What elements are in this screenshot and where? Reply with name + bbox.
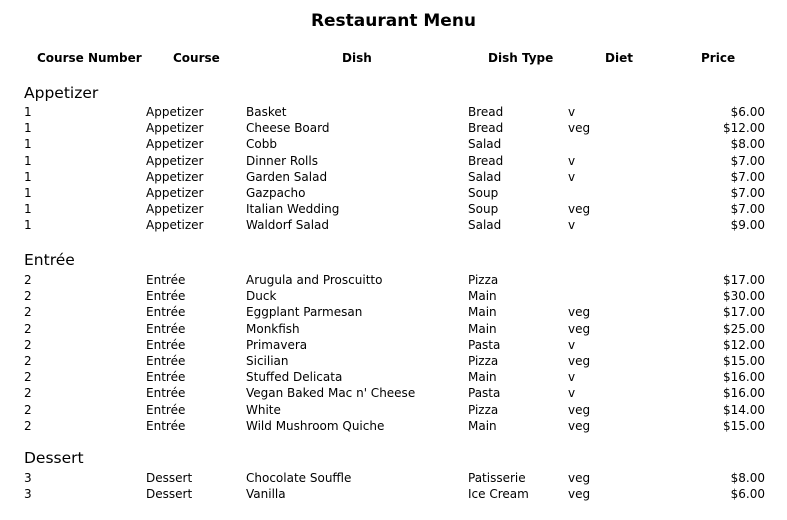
- table-row: [0, 402, 787, 418]
- cell-diet: v: [568, 169, 576, 184]
- table-row: [0, 369, 787, 385]
- cell-course-number: 1: [24, 153, 32, 168]
- cell-price: $17.00: [723, 273, 765, 287]
- cell-dish-type: Main: [468, 321, 497, 336]
- cell-dish: Duck: [246, 289, 277, 304]
- cell-course-number: 1: [24, 218, 32, 233]
- cell-dish: Dinner Rolls: [246, 153, 318, 168]
- table-row: [0, 169, 787, 185]
- cell-diet: veg: [568, 354, 591, 368]
- cell-course: Appetizer: [146, 186, 204, 200]
- cell-price: $8.00: [730, 471, 765, 485]
- table-row: [0, 304, 787, 320]
- cell-diet: v: [568, 386, 576, 401]
- cell-price: $12.00: [723, 121, 765, 136]
- cell-dish: Vegan Baked Mac n' Cheese: [246, 386, 416, 401]
- cell-price: $14.00: [723, 402, 765, 417]
- table-row: [0, 353, 787, 369]
- table-row: [0, 120, 787, 136]
- cell-course-number: 1: [24, 169, 32, 184]
- cell-course: Entrée: [146, 402, 186, 417]
- cell-course: Entrée: [146, 337, 186, 352]
- table-row: [0, 486, 787, 502]
- cell-dish: Vanilla: [246, 487, 286, 502]
- cell-course: Appetizer: [146, 137, 204, 152]
- cell-dish: Sicilian: [246, 354, 289, 368]
- cell-dish-type: Patisserie: [468, 471, 526, 485]
- table-row: [0, 288, 787, 304]
- table-row: [0, 136, 787, 152]
- cell-dish: Italian Wedding: [246, 202, 340, 217]
- cell-price: $16.00: [723, 370, 765, 385]
- cell-diet: veg: [568, 202, 591, 217]
- cell-diet: veg: [568, 402, 591, 417]
- cell-dish: Eggplant Parmesan: [246, 305, 363, 320]
- cell-dish: Primavera: [246, 337, 308, 352]
- cell-price: $8.00: [730, 137, 765, 152]
- cell-dish-type: Salad: [468, 218, 502, 233]
- cell-course: Entrée: [146, 418, 186, 433]
- cell-diet: v: [568, 218, 576, 233]
- cell-dish-type: Main: [468, 289, 497, 304]
- cell-dish-type: Pasta: [468, 337, 501, 352]
- cell-course-number: 2: [24, 321, 32, 336]
- table-row: [0, 217, 787, 233]
- cell-dish-type: Pizza: [468, 273, 499, 287]
- cell-course: Entrée: [146, 273, 186, 287]
- cell-dish: Stuffed Delicata: [246, 370, 343, 385]
- cell-course-number: 2: [24, 370, 32, 385]
- cell-dish: Gazpacho: [246, 186, 306, 200]
- cell-price: $12.00: [723, 337, 765, 352]
- cell-course: Appetizer: [146, 169, 204, 184]
- table-row: [0, 201, 787, 217]
- table-row: [0, 321, 787, 337]
- cell-dish-type: Soup: [468, 186, 499, 200]
- cell-price: $25.00: [723, 321, 765, 336]
- cell-dish-type: Bread: [468, 105, 504, 119]
- cell-dish-type: Salad: [468, 137, 502, 152]
- cell-dish: Basket: [246, 105, 287, 119]
- cell-dish: Waldorf Salad: [246, 218, 329, 233]
- cell-price: $7.00: [730, 186, 765, 200]
- cell-course-number: 2: [24, 289, 32, 304]
- cell-price: $6.00: [730, 487, 765, 502]
- cell-course: Entrée: [146, 305, 186, 320]
- column-header-row: [0, 51, 787, 67]
- cell-price: $6.00: [730, 105, 765, 119]
- cell-course: Dessert: [146, 471, 193, 485]
- cell-dish: Wild Mushroom Quiche: [246, 418, 385, 433]
- cell-course-number: 2: [24, 418, 32, 433]
- cell-dish-type: Pasta: [468, 386, 501, 401]
- cell-course: Dessert: [146, 487, 193, 502]
- cell-price: $16.00: [723, 386, 765, 401]
- cell-price: $7.00: [730, 169, 765, 184]
- cell-diet: veg: [568, 471, 591, 485]
- cell-course-number: 3: [24, 487, 32, 502]
- cell-course: Appetizer: [146, 121, 204, 136]
- cell-course-number: 2: [24, 337, 32, 352]
- cell-course-number: 1: [24, 186, 32, 200]
- cell-course: Appetizer: [146, 218, 204, 233]
- cell-course: Appetizer: [146, 202, 204, 217]
- cell-price: $15.00: [723, 418, 765, 433]
- cell-dish-type: Salad: [468, 169, 502, 184]
- header-dish: Dish: [342, 51, 372, 65]
- table-row: [0, 185, 787, 201]
- cell-dish-type: Soup: [468, 202, 499, 217]
- cell-dish-type: Main: [468, 370, 497, 385]
- table-row: [0, 385, 787, 401]
- cell-dish: Cheese Board: [246, 121, 330, 136]
- cell-dish-type: Pizza: [468, 402, 499, 417]
- cell-price: $7.00: [730, 153, 765, 168]
- cell-price: $7.00: [730, 202, 765, 217]
- cell-course-number: 1: [24, 137, 32, 152]
- cell-course-number: 2: [24, 354, 32, 368]
- cell-course-number: 2: [24, 386, 32, 401]
- cell-course: Entrée: [146, 354, 186, 368]
- cell-course-number: 1: [24, 202, 32, 217]
- cell-course-number: 2: [24, 402, 32, 417]
- cell-course-number: 1: [24, 105, 32, 119]
- cell-diet: veg: [568, 121, 591, 136]
- cell-course: Entrée: [146, 386, 186, 401]
- cell-dish-type: Main: [468, 305, 497, 320]
- header-diet: Diet: [605, 51, 633, 65]
- table-row: [0, 153, 787, 169]
- cell-dish-type: Pizza: [468, 354, 499, 368]
- cell-course: Entrée: [146, 370, 186, 385]
- table-row: [0, 470, 787, 486]
- cell-price: $17.00: [723, 305, 765, 320]
- cell-course-number: 2: [24, 305, 32, 320]
- cell-dish-type: Bread: [468, 121, 504, 136]
- cell-dish-type: Main: [468, 418, 497, 433]
- cell-dish: Arugula and Proscuitto: [246, 273, 383, 287]
- section-title: Dessert: [24, 449, 84, 467]
- cell-dish: Monkfish: [246, 321, 300, 336]
- table-row: [0, 272, 787, 288]
- cell-diet: v: [568, 337, 576, 352]
- cell-price: $9.00: [730, 218, 765, 233]
- cell-dish: Cobb: [246, 137, 277, 152]
- page-title: Restaurant Menu: [310, 11, 477, 31]
- section-title: Appetizer: [24, 84, 99, 102]
- header-dish-type: Dish Type: [488, 51, 554, 65]
- cell-diet: v: [568, 153, 576, 168]
- cell-course-number: 3: [24, 471, 32, 485]
- cell-price: $15.00: [723, 354, 765, 368]
- cell-course: Entrée: [146, 321, 186, 336]
- cell-diet: v: [568, 370, 576, 385]
- cell-dish: Garden Salad: [246, 169, 328, 184]
- cell-dish-type: Ice Cream: [468, 487, 529, 502]
- cell-course-number: 2: [24, 273, 32, 287]
- cell-price: $30.00: [723, 289, 765, 304]
- table-row: [0, 418, 787, 434]
- cell-course: Appetizer: [146, 105, 204, 119]
- cell-course: Appetizer: [146, 153, 204, 168]
- cell-dish-type: Bread: [468, 153, 504, 168]
- cell-diet: veg: [568, 418, 591, 433]
- header-course-number: Course Number: [37, 51, 142, 65]
- cell-course: Entrée: [146, 289, 186, 304]
- table-row: [0, 104, 787, 120]
- cell-course-number: 1: [24, 121, 32, 136]
- cell-diet: veg: [568, 321, 591, 336]
- section-title: Entrée: [24, 251, 75, 269]
- cell-diet: veg: [568, 487, 591, 502]
- cell-diet: v: [568, 105, 576, 119]
- header-course: Course: [173, 51, 220, 65]
- cell-diet: veg: [568, 305, 591, 320]
- header-price: Price: [701, 51, 736, 65]
- table-row: [0, 337, 787, 353]
- cell-dish: White: [246, 402, 281, 417]
- cell-dish: Chocolate Souffle: [246, 471, 352, 485]
